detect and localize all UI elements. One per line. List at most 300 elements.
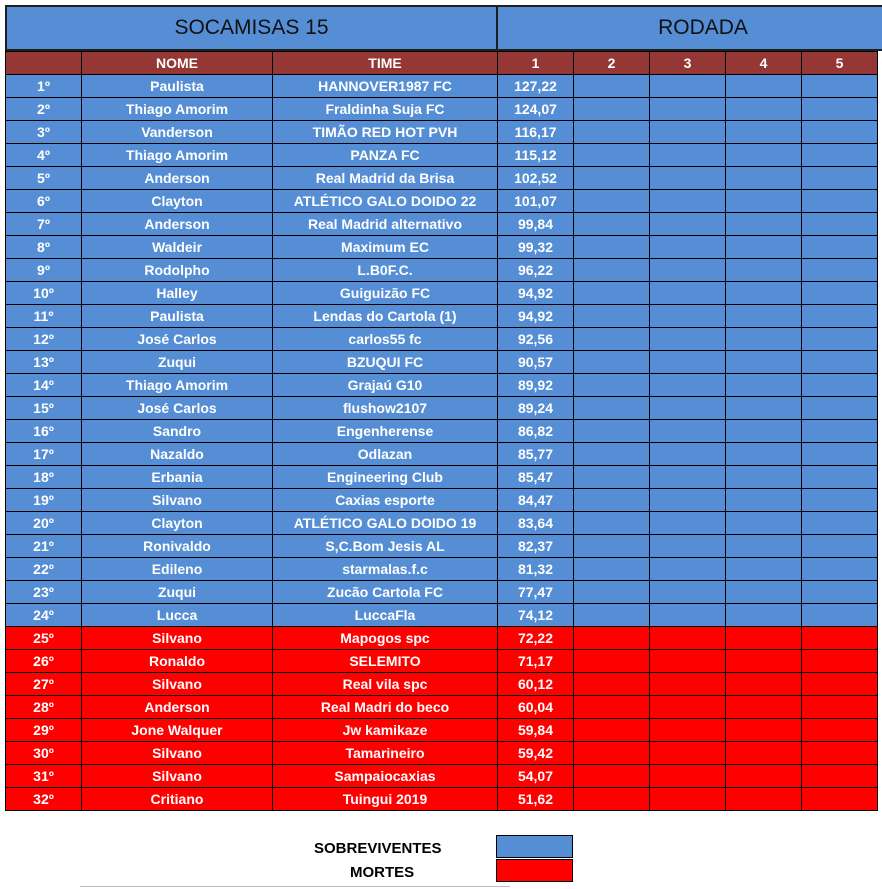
sheet-tab-divider	[80, 886, 510, 887]
position-cell: 9º	[6, 259, 82, 282]
round-2-score-cell	[574, 397, 650, 420]
round-2-score-cell	[574, 512, 650, 535]
nome-cell: Anderson	[82, 167, 273, 190]
nome-cell: Silvano	[82, 627, 273, 650]
nome-cell: Silvano	[82, 489, 273, 512]
round-4-score-cell	[726, 650, 802, 673]
legend-survivors-label: SOBREVIVENTES	[314, 840, 442, 857]
round-3-score-cell	[650, 765, 726, 788]
round-2-score-cell	[574, 466, 650, 489]
round-2-score-cell	[574, 351, 650, 374]
round-1-score-cell: 115,12	[498, 144, 574, 167]
round-5-score-cell	[802, 765, 878, 788]
table-row	[6, 696, 878, 719]
round-3-score-cell	[650, 512, 726, 535]
nome-cell: Vanderson	[82, 121, 273, 144]
legend-survivors-swatch	[496, 835, 573, 858]
round-1-score-cell: 60,04	[498, 696, 574, 719]
round-4-score-cell	[726, 144, 802, 167]
nome-cell: Anderson	[82, 696, 273, 719]
time-cell: Fraldinha Suja FC	[273, 98, 498, 121]
position-cell: 3º	[6, 121, 82, 144]
nome-cell: Halley	[82, 282, 273, 305]
round-2-score-cell	[574, 604, 650, 627]
nome-cell: Ronivaldo	[82, 535, 273, 558]
round-2-score-cell	[574, 558, 650, 581]
round-4-score-cell	[726, 328, 802, 351]
round-3-score-cell	[650, 788, 726, 811]
round-3-score-cell	[650, 581, 726, 604]
round-4-score-cell	[726, 167, 802, 190]
round-5-score-cell	[802, 167, 878, 190]
table-row	[6, 466, 878, 489]
round-5-score-cell	[802, 98, 878, 121]
round-1-score-cell: 59,84	[498, 719, 574, 742]
round-5-score-cell	[802, 121, 878, 144]
position-cell: 15º	[6, 397, 82, 420]
nome-cell: José Carlos	[82, 328, 273, 351]
position-cell: 2º	[6, 98, 82, 121]
round-3-score-cell	[650, 443, 726, 466]
nome-cell: Thiago Amorim	[82, 374, 273, 397]
round-2-score-cell	[574, 673, 650, 696]
round-4-score-cell	[726, 75, 802, 98]
table-row	[6, 259, 878, 282]
header-row	[6, 52, 878, 75]
round-2-score-cell	[574, 121, 650, 144]
table-row	[6, 328, 878, 351]
round-1-score-cell: 92,56	[498, 328, 574, 351]
table-row	[6, 604, 878, 627]
table-row	[6, 489, 878, 512]
round-2-score-cell	[574, 190, 650, 213]
position-cell: 22º	[6, 558, 82, 581]
round-5-score-cell	[802, 397, 878, 420]
position-cell: 18º	[6, 466, 82, 489]
nome-cell: Paulista	[82, 305, 273, 328]
round-3-score-cell	[650, 374, 726, 397]
nome-cell: Thiago Amorim	[82, 144, 273, 167]
round-3-score-cell	[650, 75, 726, 98]
round-3-score-cell	[650, 282, 726, 305]
round-2-score-cell	[574, 765, 650, 788]
position-cell: 29º	[6, 719, 82, 742]
nome-cell: Zuqui	[82, 581, 273, 604]
time-cell: ATLÉTICO GALO DOIDO 19	[273, 512, 498, 535]
nome-cell: Waldeir	[82, 236, 273, 259]
table-row	[6, 282, 878, 305]
table-row	[6, 75, 878, 98]
position-cell: 27º	[6, 673, 82, 696]
round-5-score-cell	[802, 719, 878, 742]
position-cell: 25º	[6, 627, 82, 650]
table-row	[6, 397, 878, 420]
round-4-score-cell	[726, 121, 802, 144]
round-5-score-cell	[802, 213, 878, 236]
round-5-score-cell	[802, 466, 878, 489]
round-4-score-cell	[726, 788, 802, 811]
round-4-score-cell	[726, 397, 802, 420]
time-cell: Real Madri do beco	[273, 696, 498, 719]
col-nome-header: NOME	[82, 52, 273, 75]
position-cell: 26º	[6, 650, 82, 673]
time-cell: Zucão Cartola FC	[273, 581, 498, 604]
round-2-score-cell	[574, 581, 650, 604]
position-cell: 12º	[6, 328, 82, 351]
round-1-score-cell: 101,07	[498, 190, 574, 213]
col-position-header	[6, 52, 82, 75]
table-row	[6, 788, 878, 811]
nome-cell: Critiano	[82, 788, 273, 811]
round-5-score-cell	[802, 673, 878, 696]
league-title: SOCAMISAS 15	[5, 5, 498, 51]
standings-sheet	[5, 5, 882, 811]
round-1-score-cell: 89,92	[498, 374, 574, 397]
position-cell: 13º	[6, 351, 82, 374]
round-4-score-cell	[726, 535, 802, 558]
round-2-score-cell	[574, 719, 650, 742]
round-1-score-cell: 96,22	[498, 259, 574, 282]
round-4-score-cell	[726, 512, 802, 535]
round-3-score-cell	[650, 98, 726, 121]
table-row	[6, 558, 878, 581]
round-4-score-cell	[726, 236, 802, 259]
time-cell: SELEMITO	[273, 650, 498, 673]
round-2-score-cell	[574, 788, 650, 811]
time-cell: Jw kamikaze	[273, 719, 498, 742]
position-cell: 28º	[6, 696, 82, 719]
legend	[0, 834, 882, 889]
round-5-score-cell	[802, 259, 878, 282]
table-row	[6, 719, 878, 742]
round-1-score-cell: 81,32	[498, 558, 574, 581]
round-4-score-cell	[726, 259, 802, 282]
nome-cell: José Carlos	[82, 397, 273, 420]
table-row	[6, 305, 878, 328]
round-4-score-cell	[726, 742, 802, 765]
round-1-score-cell: 90,57	[498, 351, 574, 374]
round-1-score-cell: 94,92	[498, 282, 574, 305]
round-1-score-cell: 59,42	[498, 742, 574, 765]
round-2-score-cell	[574, 374, 650, 397]
position-cell: 31º	[6, 765, 82, 788]
round-5-score-cell	[802, 443, 878, 466]
table-row	[6, 374, 878, 397]
round-title: RODADA	[498, 5, 882, 51]
round-2-score-cell	[574, 213, 650, 236]
round-1-score-cell: 102,52	[498, 167, 574, 190]
time-cell: Engenherense	[273, 420, 498, 443]
round-1-score-cell: 85,77	[498, 443, 574, 466]
round-4-score-cell	[726, 696, 802, 719]
time-cell: Real Madrid da Brisa	[273, 167, 498, 190]
round-5-score-cell	[802, 75, 878, 98]
round-2-score-cell	[574, 489, 650, 512]
col-round-4-header: 4	[726, 52, 802, 75]
round-4-score-cell	[726, 98, 802, 121]
nome-cell: Rodolpho	[82, 259, 273, 282]
round-4-score-cell	[726, 420, 802, 443]
time-cell: Guiguizão FC	[273, 282, 498, 305]
table-row	[6, 236, 878, 259]
round-4-score-cell	[726, 351, 802, 374]
position-cell: 21º	[6, 535, 82, 558]
position-cell: 17º	[6, 443, 82, 466]
nome-cell: Lucca	[82, 604, 273, 627]
round-2-score-cell	[574, 282, 650, 305]
time-cell: BZUQUI FC	[273, 351, 498, 374]
round-5-score-cell	[802, 627, 878, 650]
table-row	[6, 420, 878, 443]
nome-cell: Paulista	[82, 75, 273, 98]
nome-cell: Clayton	[82, 512, 273, 535]
position-cell: 11º	[6, 305, 82, 328]
position-cell: 6º	[6, 190, 82, 213]
round-5-score-cell	[802, 190, 878, 213]
round-3-score-cell	[650, 305, 726, 328]
round-5-score-cell	[802, 351, 878, 374]
table-row	[6, 650, 878, 673]
round-2-score-cell	[574, 696, 650, 719]
position-cell: 16º	[6, 420, 82, 443]
position-cell: 8º	[6, 236, 82, 259]
time-cell: Real Madrid alternativo	[273, 213, 498, 236]
title-row	[5, 5, 882, 51]
round-3-score-cell	[650, 328, 726, 351]
position-cell: 23º	[6, 581, 82, 604]
table-row	[6, 213, 878, 236]
time-cell: PANZA FC	[273, 144, 498, 167]
round-2-score-cell	[574, 167, 650, 190]
round-2-score-cell	[574, 420, 650, 443]
round-5-score-cell	[802, 512, 878, 535]
round-2-score-cell	[574, 305, 650, 328]
position-cell: 24º	[6, 604, 82, 627]
col-round-5-header: 5	[802, 52, 878, 75]
round-5-score-cell	[802, 558, 878, 581]
round-4-score-cell	[726, 719, 802, 742]
round-4-score-cell	[726, 190, 802, 213]
nome-cell: Silvano	[82, 673, 273, 696]
table-row	[6, 673, 878, 696]
round-4-score-cell	[726, 489, 802, 512]
round-4-score-cell	[726, 213, 802, 236]
table-row	[6, 98, 878, 121]
time-cell: TIMÃO RED HOT PVH	[273, 121, 498, 144]
time-cell: Tuingui 2019	[273, 788, 498, 811]
time-cell: Maximum EC	[273, 236, 498, 259]
time-cell: carlos55 fc	[273, 328, 498, 351]
nome-cell: Silvano	[82, 742, 273, 765]
round-1-score-cell: 99,84	[498, 213, 574, 236]
round-3-score-cell	[650, 489, 726, 512]
position-cell: 7º	[6, 213, 82, 236]
table-row	[6, 765, 878, 788]
table-row	[6, 627, 878, 650]
round-4-score-cell	[726, 765, 802, 788]
round-5-score-cell	[802, 282, 878, 305]
round-4-score-cell	[726, 443, 802, 466]
round-3-score-cell	[650, 466, 726, 489]
round-1-score-cell: 99,32	[498, 236, 574, 259]
round-5-score-cell	[802, 581, 878, 604]
round-2-score-cell	[574, 535, 650, 558]
table-row	[6, 351, 878, 374]
table-row	[6, 190, 878, 213]
round-5-score-cell	[802, 788, 878, 811]
nome-cell: Thiago Amorim	[82, 98, 273, 121]
round-1-score-cell: 83,64	[498, 512, 574, 535]
nome-cell: Jone Walquer	[82, 719, 273, 742]
round-5-score-cell	[802, 144, 878, 167]
round-2-score-cell	[574, 144, 650, 167]
nome-cell: Erbania	[82, 466, 273, 489]
nome-cell: Nazaldo	[82, 443, 273, 466]
round-4-score-cell	[726, 466, 802, 489]
standings-table	[5, 51, 878, 811]
round-3-score-cell	[650, 650, 726, 673]
round-2-score-cell	[574, 627, 650, 650]
legend-deaths-label: MORTES	[350, 864, 415, 881]
round-3-score-cell	[650, 535, 726, 558]
round-5-score-cell	[802, 374, 878, 397]
round-1-score-cell: 54,07	[498, 765, 574, 788]
round-5-score-cell	[802, 328, 878, 351]
round-1-score-cell: 51,62	[498, 788, 574, 811]
round-3-score-cell	[650, 673, 726, 696]
time-cell: flushow2107	[273, 397, 498, 420]
time-cell: HANNOVER1987 FC	[273, 75, 498, 98]
nome-cell: Edileno	[82, 558, 273, 581]
round-1-score-cell: 124,07	[498, 98, 574, 121]
round-1-score-cell: 94,92	[498, 305, 574, 328]
round-1-score-cell: 60,12	[498, 673, 574, 696]
round-4-score-cell	[726, 673, 802, 696]
round-1-score-cell: 116,17	[498, 121, 574, 144]
round-4-score-cell	[726, 581, 802, 604]
round-3-score-cell	[650, 627, 726, 650]
standings-body	[6, 75, 878, 811]
nome-cell: Ronaldo	[82, 650, 273, 673]
position-cell: 5º	[6, 167, 82, 190]
round-3-score-cell	[650, 558, 726, 581]
time-cell: Odlazan	[273, 443, 498, 466]
time-cell: L.B0F.C.	[273, 259, 498, 282]
round-5-score-cell	[802, 650, 878, 673]
round-3-score-cell	[650, 167, 726, 190]
round-2-score-cell	[574, 650, 650, 673]
col-round-2-header: 2	[574, 52, 650, 75]
round-5-score-cell	[802, 489, 878, 512]
round-1-score-cell: 89,24	[498, 397, 574, 420]
time-cell: Sampaiocaxias	[273, 765, 498, 788]
nome-cell: Zuqui	[82, 351, 273, 374]
round-3-score-cell	[650, 719, 726, 742]
round-3-score-cell	[650, 351, 726, 374]
round-3-score-cell	[650, 742, 726, 765]
round-3-score-cell	[650, 144, 726, 167]
time-cell: Grajaú G10	[273, 374, 498, 397]
table-row	[6, 742, 878, 765]
round-3-score-cell	[650, 213, 726, 236]
time-cell: Caxias esporte	[273, 489, 498, 512]
round-1-score-cell: 82,37	[498, 535, 574, 558]
position-cell: 14º	[6, 374, 82, 397]
round-1-score-cell: 85,47	[498, 466, 574, 489]
nome-cell: Sandro	[82, 420, 273, 443]
round-4-score-cell	[726, 604, 802, 627]
table-row	[6, 121, 878, 144]
time-cell: starmalas.f.c	[273, 558, 498, 581]
round-2-score-cell	[574, 443, 650, 466]
round-4-score-cell	[726, 558, 802, 581]
round-1-score-cell: 74,12	[498, 604, 574, 627]
table-row	[6, 144, 878, 167]
position-cell: 32º	[6, 788, 82, 811]
legend-deaths-swatch	[496, 859, 573, 882]
round-3-score-cell	[650, 236, 726, 259]
round-4-score-cell	[726, 282, 802, 305]
round-5-score-cell	[802, 305, 878, 328]
round-1-score-cell: 86,82	[498, 420, 574, 443]
round-2-score-cell	[574, 98, 650, 121]
table-row	[6, 167, 878, 190]
round-1-score-cell: 77,47	[498, 581, 574, 604]
position-cell: 30º	[6, 742, 82, 765]
nome-cell: Silvano	[82, 765, 273, 788]
round-4-score-cell	[726, 374, 802, 397]
round-3-score-cell	[650, 121, 726, 144]
round-2-score-cell	[574, 328, 650, 351]
col-time-header: TIME	[273, 52, 498, 75]
round-4-score-cell	[726, 305, 802, 328]
nome-cell: Clayton	[82, 190, 273, 213]
time-cell: S,C.Bom Jesis AL	[273, 535, 498, 558]
table-row	[6, 443, 878, 466]
round-1-score-cell: 72,22	[498, 627, 574, 650]
time-cell: Engineering Club	[273, 466, 498, 489]
round-2-score-cell	[574, 742, 650, 765]
round-5-score-cell	[802, 604, 878, 627]
time-cell: ATLÉTICO GALO DOIDO 22	[273, 190, 498, 213]
time-cell: Mapogos spc	[273, 627, 498, 650]
table-row	[6, 512, 878, 535]
time-cell: Real vila spc	[273, 673, 498, 696]
time-cell: Lendas do Cartola (1)	[273, 305, 498, 328]
round-2-score-cell	[574, 259, 650, 282]
round-1-score-cell: 127,22	[498, 75, 574, 98]
table-row	[6, 535, 878, 558]
position-cell: 19º	[6, 489, 82, 512]
round-2-score-cell	[574, 236, 650, 259]
round-5-score-cell	[802, 236, 878, 259]
round-3-score-cell	[650, 397, 726, 420]
round-3-score-cell	[650, 259, 726, 282]
position-cell: 1º	[6, 75, 82, 98]
nome-cell: Anderson	[82, 213, 273, 236]
round-5-score-cell	[802, 742, 878, 765]
round-1-score-cell: 84,47	[498, 489, 574, 512]
round-3-score-cell	[650, 190, 726, 213]
round-4-score-cell	[726, 627, 802, 650]
col-round-1-header: 1	[498, 52, 574, 75]
round-5-score-cell	[802, 535, 878, 558]
round-3-score-cell	[650, 696, 726, 719]
round-3-score-cell	[650, 604, 726, 627]
round-5-score-cell	[802, 696, 878, 719]
round-1-score-cell: 71,17	[498, 650, 574, 673]
table-row	[6, 581, 878, 604]
